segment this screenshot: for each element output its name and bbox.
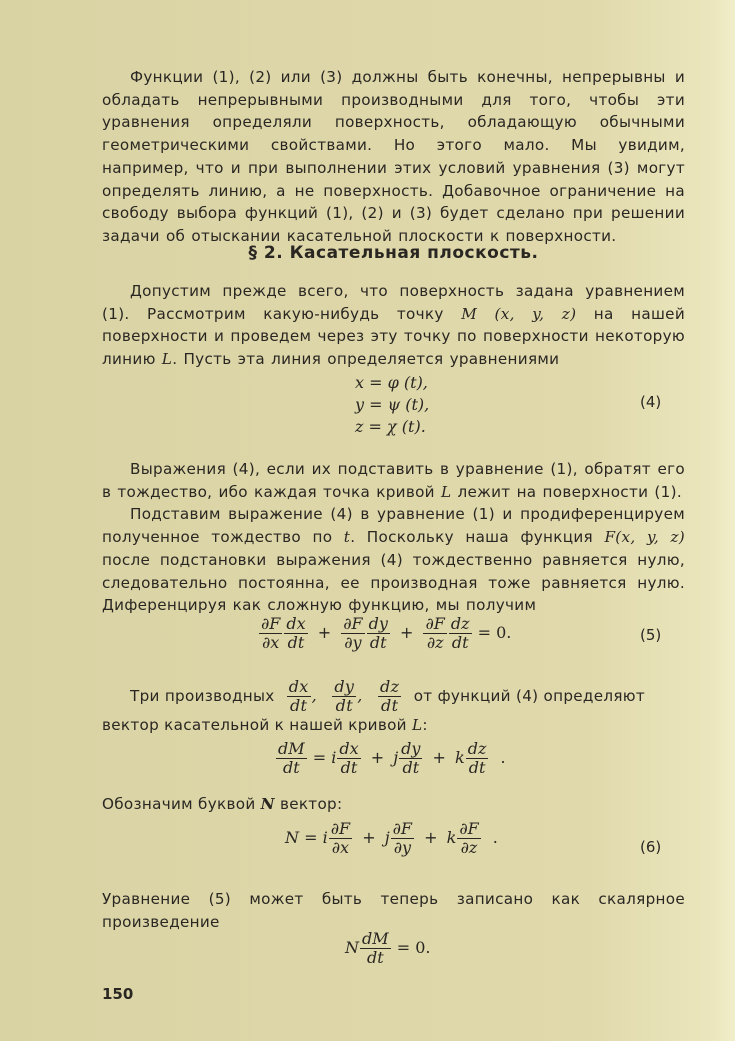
frac-dx-dt — [287, 678, 311, 715]
rhs: = 0. — [396, 938, 431, 957]
equation-5 — [258, 615, 511, 652]
frac-dM-dt — [276, 740, 307, 777]
den: ∂x — [331, 838, 350, 857]
intro-paragraph — [102, 66, 685, 248]
rhs: = 0. — [477, 623, 512, 642]
vector-N: N — [260, 795, 275, 813]
frac — [329, 820, 352, 857]
deriv-frac — [449, 615, 472, 652]
point-M: M (x, y, z) — [461, 304, 577, 323]
equation-number-4: (4) — [640, 393, 662, 411]
den: dt — [451, 633, 469, 652]
unit-i: i — [331, 748, 337, 767]
paragraph-1 — [102, 280, 685, 371]
paragraph-2-3-block — [102, 458, 685, 617]
text: . Поскольку наша функция — [350, 528, 605, 547]
num: dx — [286, 614, 306, 633]
text: Три производных — [130, 687, 275, 705]
text: вектор касательной к нашей кривой — [102, 716, 412, 734]
num: dy — [368, 614, 388, 633]
function-F: F(x, y, z) — [604, 528, 685, 547]
num: ∂F — [459, 819, 479, 838]
num: dy — [401, 739, 421, 758]
text: . Пусть эта линия определяется уравнениями — [172, 350, 560, 369]
equation-number-6: (6) — [640, 838, 662, 856]
den: ∂y — [393, 838, 411, 857]
curve-L: L — [161, 350, 173, 369]
den: ∂y — [344, 633, 362, 652]
plus: + — [432, 748, 446, 767]
den: dt — [402, 758, 420, 777]
period: . — [492, 828, 498, 847]
text: Обозначим буквой — [102, 795, 261, 813]
num: dx — [288, 677, 309, 696]
paragraph-4-line1 — [130, 678, 645, 715]
den: dt — [468, 758, 486, 777]
text: вектор: — [274, 795, 343, 813]
plus: + — [362, 828, 376, 847]
deriv-frac — [284, 615, 307, 652]
partial-frac — [259, 615, 282, 652]
text: Выражения (4), если их подставить в уравнение (1), обратят его в тождество, ибо каждая точка кривой — [102, 460, 685, 501]
paragraph-5 — [102, 795, 342, 813]
plus: + — [424, 828, 438, 847]
section-heading: § 2. Касательная плоскость. — [248, 243, 539, 263]
num: ∂F — [343, 614, 363, 633]
curve-L: L — [411, 716, 423, 734]
partial-frac — [423, 615, 446, 652]
partial-frac — [341, 615, 364, 652]
unit-k: k — [446, 828, 457, 847]
frac-dM-dt — [360, 930, 391, 967]
paragraph-3 — [102, 503, 685, 617]
equals: = — [304, 828, 318, 847]
vector-N: N — [285, 828, 299, 847]
den: ∂z — [460, 838, 478, 857]
den: dt — [369, 633, 387, 652]
text: Допустим прежде всего, что поверхность задана уравнением (1). Рассмотрим какую-нибудь точку — [102, 282, 685, 323]
frac — [337, 740, 360, 777]
system-line-y: y = ψ (t), — [355, 395, 430, 414]
paragraph-2 — [102, 458, 685, 503]
paragraph-intro: Функции (1), (2) или (3) должны быть конечны, непрерывны и обладать непрерывными производными для того, чтобы эти уравнения определяли поверхность, обладающую обычными геометрическими свойствами. Но этого мало. Мы увидим, например, что и при выполнении этих условий уравнения (3) могут определять линию, а не поверхность. Добавочное ограничение на свободу выбора функций (1), (2) и (3) будет сделано при решении задачи об отыскании касательной плоскости к поверхности. — [102, 68, 685, 245]
inline-fracs: $\frac{dx}{dt}$ , $\frac{dy}{dt}$ , $\frac{dz}{dt}$ — [288, 677, 400, 715]
num: dy — [334, 677, 355, 696]
num: dz — [450, 614, 470, 633]
unit-k: k — [455, 748, 465, 767]
paragraph-1-block — [102, 280, 685, 371]
text: Подставим выражение (4) в уравнение (1) и продиференцируем полученное тождество по — [102, 505, 685, 547]
num: dz — [380, 677, 400, 696]
num: dM — [278, 739, 305, 758]
equation-6 — [285, 820, 498, 857]
text: после подстановки выражения (4) тождественно равняется нулю, следовательно постоянна, ее производная тоже равняется нулю. Диференцируя как сложную функцию, мы получим — [102, 550, 685, 615]
den: dt — [335, 696, 353, 715]
den: dt — [366, 948, 384, 967]
text: от функций (4) определяют — [413, 687, 646, 705]
plus: + — [370, 748, 385, 767]
text: : — [422, 716, 428, 734]
paragraph-4-line2 — [102, 716, 428, 734]
num: dx — [339, 739, 359, 758]
period: . — [500, 748, 506, 767]
frac — [466, 740, 489, 777]
frac — [399, 740, 422, 777]
unit-i: i — [322, 828, 328, 847]
equation-tangent-vector — [275, 740, 506, 777]
equals: = — [312, 748, 327, 767]
text: лежит на поверхности (1). — [451, 482, 682, 501]
frac — [391, 820, 414, 857]
den: dt — [287, 633, 305, 652]
paragraph-6-block — [102, 888, 685, 933]
den: dt — [290, 696, 308, 715]
den: dt — [282, 758, 300, 777]
equation-scalar-product — [345, 930, 430, 967]
unit-j: j — [384, 828, 390, 847]
num: dM — [362, 929, 389, 948]
text: на нашей поверхности и проведем через эту точку по поверхности некоторую линию — [102, 304, 685, 369]
num: ∂F — [425, 614, 445, 633]
den: ∂x — [262, 633, 280, 652]
equation-system-4 — [355, 372, 429, 438]
frac-dz-dt — [378, 678, 401, 715]
num: ∂F — [330, 819, 351, 838]
frac-dy-dt — [332, 678, 356, 715]
curve-L: L — [440, 482, 452, 501]
vector-N: N — [345, 938, 359, 957]
den: ∂z — [426, 633, 444, 652]
plus: + — [317, 623, 332, 642]
num: ∂F — [261, 614, 281, 633]
num: ∂F — [392, 819, 413, 838]
deriv-frac — [367, 615, 390, 652]
paragraph-6: Уравнение (5) может быть теперь записано как скалярное произведение — [102, 890, 685, 931]
num: dz — [467, 739, 487, 758]
system-line-x: x = φ (t), — [355, 373, 428, 392]
den: dt — [381, 696, 399, 715]
page-number: 150 — [102, 985, 134, 1003]
plus: + — [399, 623, 414, 642]
equation-number-5: (5) — [640, 626, 662, 644]
system-line-z: z = χ (t). — [355, 417, 426, 436]
den: dt — [340, 758, 358, 777]
variable-t: t — [343, 528, 351, 547]
frac — [457, 820, 480, 857]
unit-j: j — [393, 748, 399, 767]
